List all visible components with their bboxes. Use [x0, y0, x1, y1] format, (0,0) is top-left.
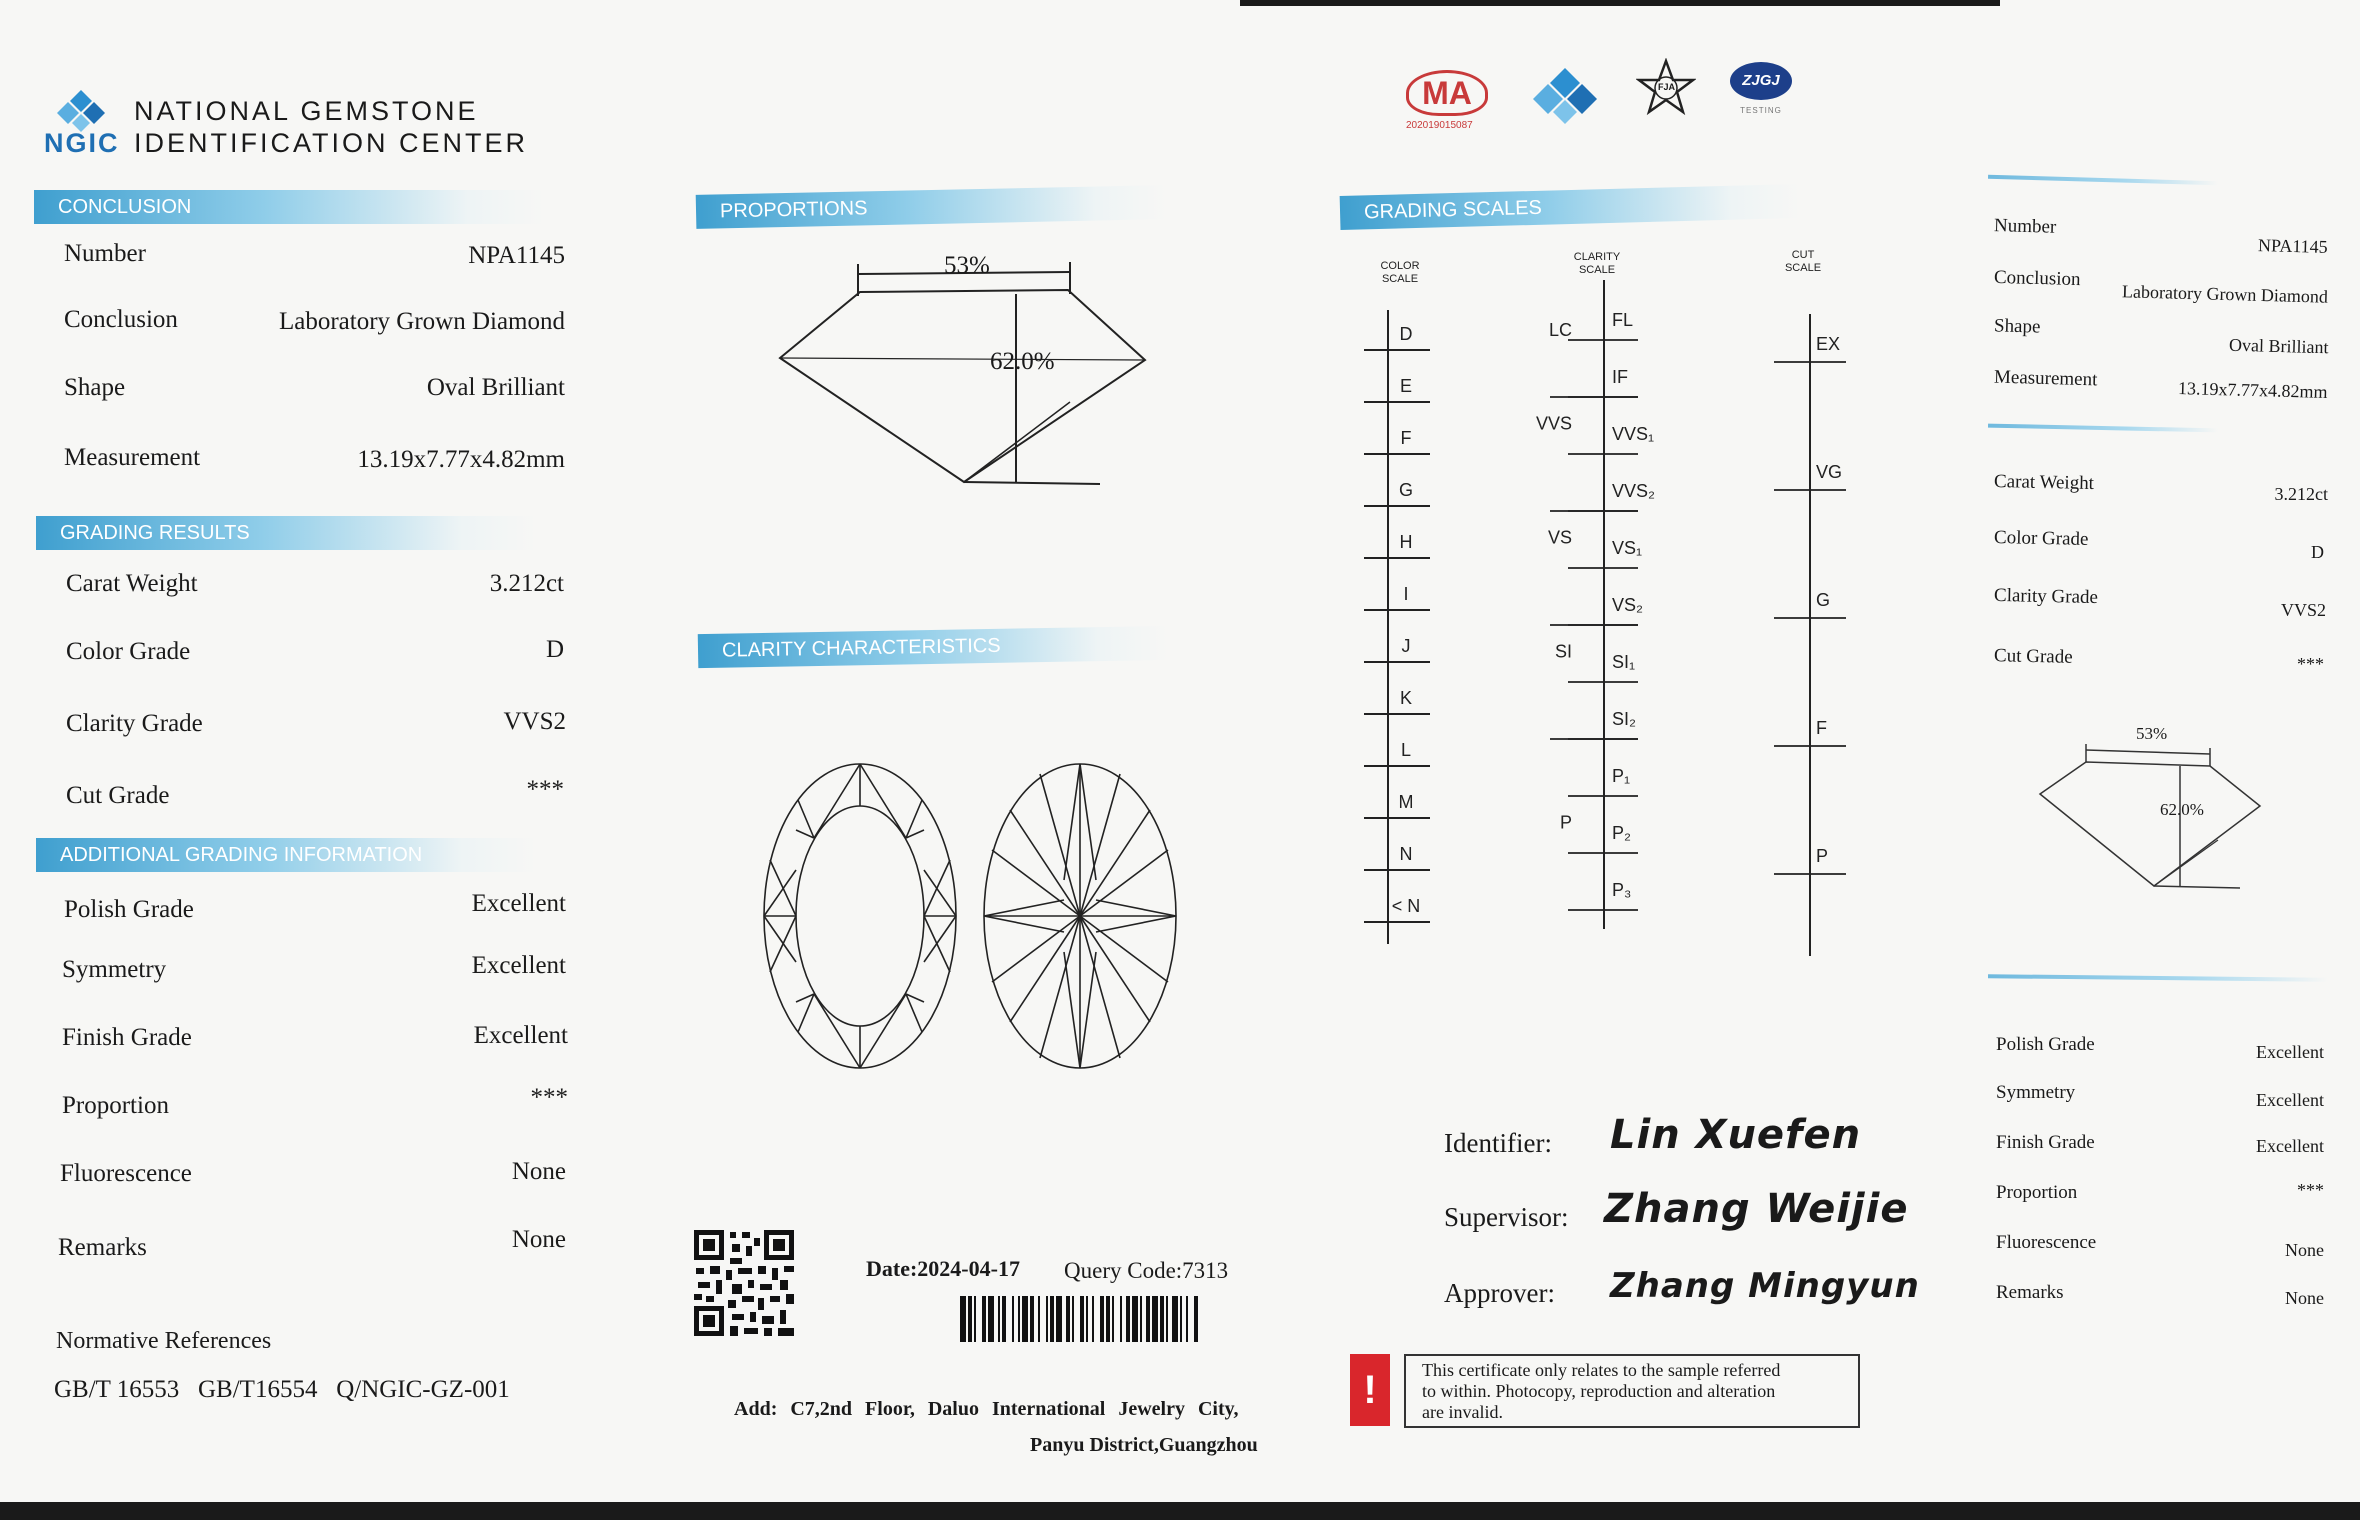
summary-divider — [1988, 424, 2218, 433]
summary-value: VVS2 — [2280, 600, 2326, 620]
proportion-diagram — [770, 250, 1150, 500]
signature-name: Zhang Mingyun — [1610, 1266, 1920, 1306]
barcode-bar — [1126, 1296, 1130, 1342]
additional-value: None — [511, 1226, 566, 1253]
cma-number: 202019015087 — [1406, 120, 1473, 131]
brand-abbr: NGIC — [44, 128, 120, 158]
additional-label: Symmetry — [62, 956, 167, 983]
normative-title: Normative References — [56, 1328, 272, 1354]
color-grade-label: < N — [1391, 896, 1421, 916]
barcode-bar — [1022, 1296, 1028, 1342]
color-scale-title-1: COLOR — [1380, 260, 1420, 272]
color-grade-label: L — [1400, 740, 1412, 760]
barcode-bar — [1166, 1296, 1168, 1342]
summary-value: Laboratory Grown Diamond — [2121, 281, 2329, 307]
color-grade-label: J — [1401, 636, 1411, 656]
clarity-group-label: VVS — [1535, 413, 1572, 434]
clarity-header: CLARITY CHARACTERISTICS — [698, 626, 1169, 668]
barcode-bar — [1038, 1296, 1040, 1342]
summary-label: Proportion — [1996, 1182, 2078, 1203]
clarity-grade-label: IF — [1612, 367, 1628, 387]
summary-label: Fluorescence — [1996, 1232, 2097, 1253]
zjgj-logo-text: ZJGJ — [1730, 62, 1792, 100]
summary-label: Conclusion — [1993, 266, 2081, 291]
barcode-bar — [988, 1296, 994, 1342]
conclusion-value: 13.19x7.77x4.82mm — [357, 446, 565, 473]
grade-label: Cut Grade — [66, 782, 170, 809]
additional-value: Excellent — [471, 952, 566, 979]
clarity-grade-label: P₃ — [1612, 880, 1632, 900]
barcode-bar — [974, 1296, 976, 1342]
additional-value: None — [511, 1158, 566, 1185]
barcode-bar — [1160, 1296, 1164, 1342]
clarity-scale — [1536, 280, 1655, 929]
summary-label: Shape — [1993, 315, 2041, 338]
barcode-bar — [1002, 1296, 1006, 1342]
color-grade-label: I — [1403, 584, 1409, 604]
signature-role: Identifier: — [1444, 1128, 1552, 1158]
summary-label: Cut Grade — [1993, 645, 2073, 668]
summary-value: Oval Brilliant — [2228, 334, 2329, 358]
barcode-bar — [1112, 1296, 1114, 1342]
cut-scale-title-1: CUT — [1791, 249, 1815, 261]
summary-divider — [1988, 974, 2328, 982]
color-grade-label: D — [1399, 324, 1413, 344]
cut-scale — [1774, 314, 1846, 956]
barcode-bar — [1050, 1296, 1054, 1342]
barcode-bar — [1140, 1296, 1142, 1342]
signature-role: Approver: — [1444, 1278, 1555, 1308]
grading-scales-header: GRADING SCALES — [1340, 184, 1801, 230]
table-percent: 53% — [944, 252, 990, 279]
barcode-bar — [1056, 1296, 1062, 1342]
summary-label: Finish Grade — [1996, 1132, 2095, 1153]
summary-value: *** — [2297, 1180, 2324, 1200]
clarity-grade-label: FL — [1612, 310, 1634, 330]
brand-name-line1: NATIONAL GEMSTONE — [134, 96, 479, 126]
zjgj-mark — [1730, 62, 1792, 115]
cut-scale-title-2: SCALE — [1784, 262, 1822, 274]
barcode-bar — [1030, 1296, 1034, 1342]
conclusion-label: Conclusion — [64, 306, 178, 333]
normative-refs: GB/T 16553 GB/T16554 Q/NGIC-GZ-001 — [54, 1376, 510, 1403]
warning-box — [1404, 1354, 1860, 1428]
summary-label: Remarks — [1996, 1282, 2064, 1303]
qr-code-icon — [692, 1228, 796, 1338]
barcode-bar — [1080, 1296, 1084, 1342]
clarity-grade-label: SI₁ — [1612, 652, 1636, 672]
summary-value: None — [2285, 1240, 2324, 1260]
barcode-bar — [1172, 1296, 1178, 1342]
additional-label: Finish Grade — [62, 1024, 192, 1051]
signature-role: Supervisor: — [1444, 1202, 1569, 1232]
barcode-bar — [1106, 1296, 1110, 1342]
additional-header: ADDITIONAL GRADING INFORMATION — [36, 838, 536, 872]
barcode-bar — [1066, 1296, 1070, 1342]
barcode-bar — [982, 1296, 986, 1342]
color-grade-label: G — [1398, 480, 1414, 500]
color-grade-label: K — [1399, 688, 1413, 708]
barcode-bar — [1092, 1296, 1094, 1342]
conclusion-value: NPA1145 — [468, 242, 565, 269]
grade-label: Color Grade — [66, 638, 191, 665]
conclusion-header: CONCLUSION — [34, 190, 544, 224]
barcode-icon — [960, 1296, 1242, 1342]
conclusion-label: Shape — [64, 374, 126, 401]
grade-value: 3.212ct — [489, 570, 564, 597]
summary-label: Carat Weight — [1993, 470, 2095, 495]
grading-results-header: GRADING RESULTS — [36, 516, 536, 550]
barcode-bar — [1146, 1296, 1150, 1342]
summary-depth-percent: 62.0% — [2160, 800, 2204, 819]
summary-label: Polish Grade — [1996, 1034, 2095, 1055]
warning-icon: ! — [1350, 1354, 1390, 1426]
barcode-bar — [1152, 1296, 1158, 1342]
grade-label: Clarity Grade — [66, 710, 203, 737]
conclusion-label: Measurement — [64, 444, 201, 471]
additional-label: Polish Grade — [64, 896, 194, 923]
signature-name: Lin Xuefen — [1610, 1112, 1862, 1158]
cut-grade-label: G — [1816, 590, 1831, 610]
additional-value: Excellent — [471, 890, 566, 917]
summary-label: Measurement — [1993, 366, 2098, 391]
summary-table-percent: 53% — [2136, 724, 2168, 743]
color-grade-label: H — [1399, 532, 1413, 552]
fja-mark — [1636, 58, 1696, 118]
grade-value: *** — [526, 776, 564, 803]
clarity-group-label: VS — [1547, 527, 1572, 548]
summary-proportion-diagram — [2034, 736, 2264, 896]
cut-grade-label: VG — [1816, 462, 1843, 482]
warning-line: are invalid. — [1422, 1402, 1503, 1422]
barcode-bar — [998, 1296, 1000, 1342]
summary-label: Number — [1993, 215, 2057, 238]
clarity-grade-label: VVS₂ — [1612, 481, 1656, 501]
summary-value: D — [2311, 542, 2324, 562]
cut-grade-label: EX — [1816, 334, 1841, 354]
summary-value: *** — [2297, 654, 2324, 674]
barcode-bar — [968, 1296, 972, 1342]
color-scale — [1364, 310, 1430, 944]
cut-grade-label: F — [1816, 718, 1827, 738]
summary-value: Excellent — [2256, 1090, 2324, 1110]
additional-label: Remarks — [58, 1234, 147, 1261]
grade-value: VVS2 — [503, 708, 566, 735]
color-grade-label: E — [1399, 376, 1413, 396]
conclusion-value: Laboratory Grown Diamond — [278, 308, 565, 335]
proportions-header: PROPORTIONS — [696, 185, 1167, 229]
clarity-grade-label: VS₂ — [1612, 595, 1643, 615]
additional-label: Fluorescence — [60, 1160, 192, 1187]
clarity-grade-label: P₁ — [1612, 766, 1631, 786]
query-code: Query Code:7313 — [1064, 1258, 1229, 1283]
clarity-scale-title-2: SCALE — [1578, 264, 1616, 276]
top-edge — [1240, 0, 2000, 6]
grade-label: Carat Weight — [66, 570, 198, 597]
grading-scales-chart — [1350, 240, 1850, 980]
summary-value: 13.19x7.77x4.82mm — [2178, 378, 2329, 402]
depth-percent: 62.0% — [990, 348, 1055, 375]
grade-value: D — [545, 636, 564, 663]
barcode-bar — [1100, 1296, 1104, 1342]
brand-name-line2: IDENTIFICATION CENTER — [134, 128, 529, 158]
barcode-bar — [1018, 1296, 1020, 1342]
issue-date: Date:2024-04-17 — [866, 1256, 1020, 1281]
barcode-bar — [1132, 1296, 1138, 1342]
additional-value: Excellent — [473, 1022, 568, 1049]
clarity-grade-label: VS₁ — [1612, 538, 1643, 558]
bottom-edge — [0, 1502, 2360, 1520]
barcode-bar — [1186, 1296, 1188, 1342]
clarity-grade-label: SI₂ — [1612, 709, 1636, 729]
signature-name: Zhang Weijie — [1604, 1186, 1909, 1232]
color-scale-title-2: SCALE — [1381, 273, 1419, 285]
warning-line: to within. Photocopy, reproduction and alteration — [1422, 1381, 1776, 1401]
clarity-group-label: P — [1559, 812, 1572, 833]
color-grade-label: M — [1398, 792, 1414, 812]
barcode-bar — [1072, 1296, 1074, 1342]
summary-divider — [1988, 175, 2218, 185]
summary-value: Excellent — [2256, 1136, 2324, 1156]
ngic-mark-icon — [1530, 66, 1600, 128]
clarity-grade-label: P₂ — [1612, 823, 1631, 843]
cma-logo-text: MA — [1406, 70, 1488, 116]
summary-value: Excellent — [2256, 1042, 2324, 1062]
barcode-bar — [1180, 1296, 1182, 1342]
barcode-bar — [1046, 1296, 1048, 1342]
summary-value: NPA1145 — [2258, 235, 2329, 257]
clarity-scale-title-1: CLARITY — [1573, 251, 1621, 263]
cma-mark — [1406, 70, 1488, 131]
barcode-bar — [1194, 1296, 1198, 1342]
testing-text: TESTING — [1740, 106, 1782, 115]
conclusion-label: Number — [64, 240, 146, 267]
clarity-group-label: SI — [1554, 641, 1572, 662]
address-line1: Add: C7,2nd Floor, Daluo International Jewelry City, — [734, 1398, 1239, 1420]
barcode-bar — [1012, 1296, 1014, 1342]
warning-line: This certificate only relates to the sample referred — [1422, 1360, 1781, 1380]
color-grade-label: F — [1400, 428, 1412, 448]
cut-grade-label: P — [1816, 846, 1829, 866]
summary-label: Color Grade — [1993, 527, 2089, 550]
clarity-grade-label: VVS₁ — [1612, 424, 1655, 444]
conclusion-value: Oval Brilliant — [426, 374, 565, 401]
fja-text: FJA — [1658, 82, 1676, 92]
barcode-bar — [1120, 1296, 1122, 1342]
additional-label: Proportion — [62, 1092, 169, 1119]
address-line2: Panyu District,Guangzhou — [1030, 1434, 1258, 1456]
summary-value: 3.212ct — [2274, 484, 2328, 504]
summary-label: Clarity Grade — [1993, 584, 2099, 609]
summary-value: None — [2285, 1288, 2324, 1308]
clarity-group-label: LC — [1548, 320, 1572, 340]
additional-value: *** — [530, 1084, 568, 1111]
clarity-plot-diagram — [760, 760, 1180, 1080]
summary-label: Symmetry — [1996, 1082, 2076, 1103]
barcode-bar — [1086, 1296, 1088, 1342]
barcode-bar — [960, 1296, 966, 1342]
color-grade-label: N — [1399, 844, 1413, 864]
